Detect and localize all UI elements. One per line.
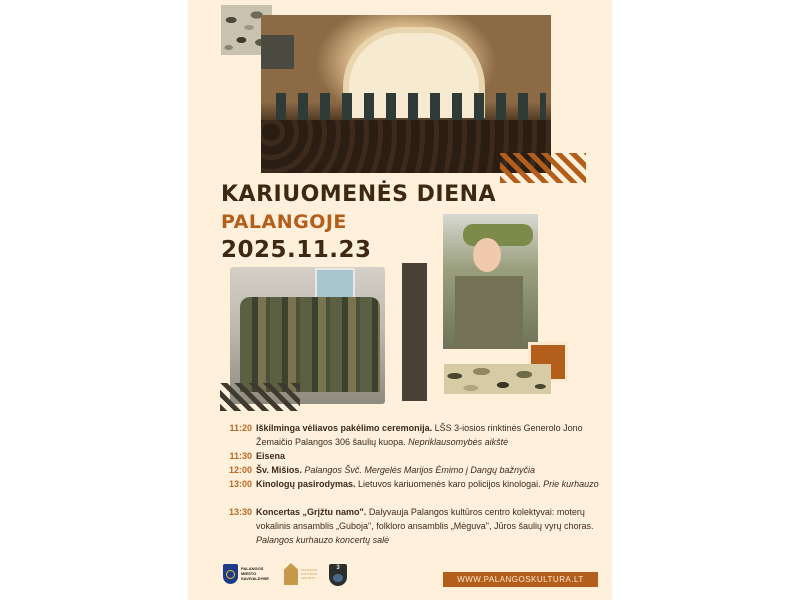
logo-text-line: PALANGOS xyxy=(241,566,264,571)
vest xyxy=(455,276,523,349)
dark-stripes-decoration xyxy=(220,383,300,411)
schedule-title: Kinologų pasirodymas. xyxy=(256,479,356,489)
schedule-desc: Dalyvauja Palangos kultūros centro kolektyvai: moterų vokalinis ansamblis „Guboja", folkloro ansamblis „Mėguva", Jūros šaulių vyrų choras. xyxy=(256,507,594,531)
title-line-2: PALANGOJE xyxy=(221,211,347,233)
logo-text-line: SAVIVALDYBĖ xyxy=(241,576,269,581)
logo-text-line: PALANGOS xyxy=(301,568,318,572)
logo-text-line: KULTŪROS xyxy=(301,572,318,576)
vertical-dark-bar xyxy=(402,263,427,401)
schedule-time: 13:00 xyxy=(228,479,252,489)
website-link[interactable] xyxy=(443,572,598,587)
uniformed-group xyxy=(240,297,380,392)
orange-stripes-decoration xyxy=(500,153,586,183)
website-url[interactable]: WWW.PALANGOSKULTURA.LT xyxy=(457,575,584,584)
schedule-time: 13:30 xyxy=(228,507,252,517)
schedule-item xyxy=(224,505,604,547)
schedule-title: Iškilminga vėliavos pakėlimo ceremonija. xyxy=(256,423,433,433)
event-poster xyxy=(188,0,612,600)
schedule-desc: LŠS 3-iosios rinktinės Generolo Jono Žemaičio Palangos 306 šaulių kuopa. xyxy=(256,423,583,447)
dark-square-decoration xyxy=(261,35,294,69)
schedule-place: Prie kurhauzo xyxy=(543,479,599,489)
schedule-time: 11:20 xyxy=(229,423,252,433)
logo-palangos-kulturos-centras xyxy=(284,563,324,587)
logo-text-line: CENTRAS xyxy=(301,576,316,580)
logo-text-line: MIESTO xyxy=(241,571,257,576)
rifle-union-shield-icon: 3 xyxy=(336,565,340,571)
concert-photo xyxy=(261,15,551,173)
schedule-time: 11:30 xyxy=(229,451,252,461)
camo-pattern-bar xyxy=(444,364,551,394)
schedule-time: 12:00 xyxy=(228,465,252,475)
girl-photo xyxy=(443,214,538,349)
schedule-desc: Lietuvos kariuomenės karo policijos kinologai. xyxy=(358,479,541,489)
schedule-place: Palangos kurhauzo koncertų salė xyxy=(256,535,390,545)
schedule-item xyxy=(224,449,604,463)
schedule-item xyxy=(224,463,604,477)
schedule-place: Nepriklausomybės aikštė xyxy=(408,437,509,447)
schedule-place: Palangos Švč. Mergelės Marijos Ėmimo į Dangų bažnyčia xyxy=(304,465,535,475)
logo-sauliu-rinktine xyxy=(329,564,347,586)
schedule-title: Eisena xyxy=(256,451,286,461)
sleeping-mat xyxy=(463,224,533,246)
schedule-item xyxy=(224,421,604,449)
event-date: 2025.11.23 xyxy=(221,237,372,263)
culture-centre-house-icon xyxy=(284,563,298,585)
face xyxy=(473,238,501,272)
municipality-shield-icon xyxy=(223,564,238,584)
title-line-1: KARIUOMENĖS DIENA xyxy=(221,182,497,207)
schedule-title: Koncertas „Grįžtu namo". xyxy=(256,507,367,517)
schedule-title: Šv. Mišios. xyxy=(256,465,302,475)
schedule-item xyxy=(224,477,604,505)
logo-palangos-savivaldybe xyxy=(223,564,273,586)
